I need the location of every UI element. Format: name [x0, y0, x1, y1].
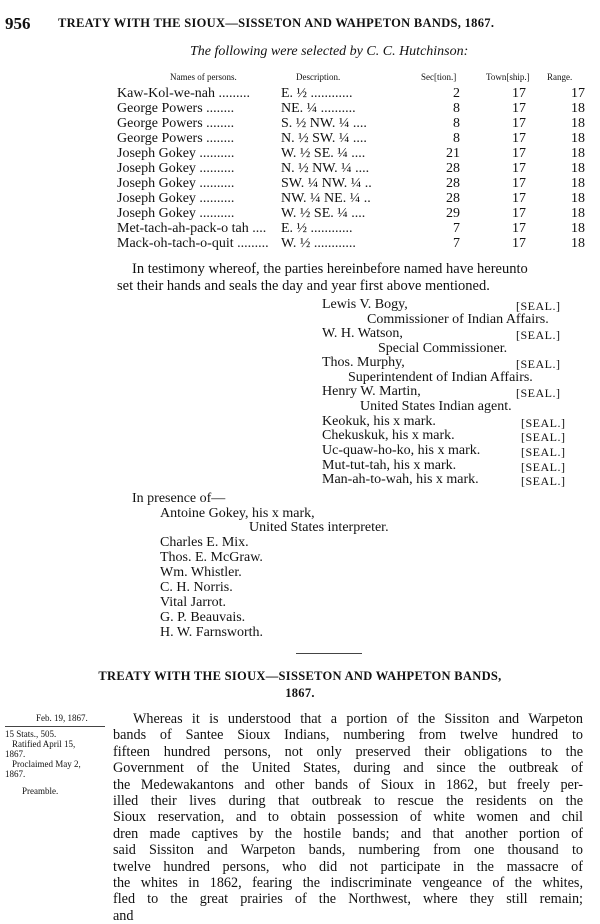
signatory-title: Superintendent of Indian Affairs.: [348, 370, 533, 385]
table-row: [0, 131, 600, 146]
land-description: SW. ¼ NW. ¼ ..: [281, 176, 372, 191]
witness-name: Vital Jarrot.: [160, 595, 227, 610]
table-row: [0, 161, 600, 176]
table-row: [0, 86, 600, 101]
table-row: [0, 206, 600, 221]
body-line: fifteen hundred persons, not only preserved their obligations to the: [113, 743, 583, 760]
township-number: 17: [512, 206, 526, 221]
witness-name: G. P. Beauvais.: [160, 610, 246, 625]
table-row: [0, 236, 600, 251]
range-number: 18: [571, 236, 585, 251]
seal-mark: [SEAL.]: [521, 474, 566, 488]
land-description: E. ½ ............: [281, 221, 353, 236]
margin-stats: 15 Stats., 505.: [5, 729, 57, 739]
person-name: Kaw-Kol-we-nah .........: [117, 86, 250, 101]
body-line: bands of Santee Sioux Indians, numbering from twelve hundred to: [113, 727, 583, 744]
range-number: 18: [571, 131, 585, 146]
column-header-names: Names of persons.: [170, 72, 237, 82]
page-number: 956: [5, 14, 31, 33]
margin-ratified-year: 1867.: [5, 749, 26, 759]
body-line: dren made captives by the hostile bands; and that another portion of: [113, 825, 583, 842]
signatory-title: Special Commissioner.: [378, 341, 508, 356]
signatory-name: Uc-quaw-ho-ko, his x mark.: [322, 443, 481, 458]
selection-intro: The following were selected by C. C. Hutchinson:: [190, 44, 469, 59]
margin-rule: [5, 726, 105, 727]
margin-proclaimed: Proclaimed May 2,: [12, 759, 81, 769]
person-name: Joseph Gokey ..........: [117, 176, 235, 191]
section-number: 8: [453, 116, 460, 131]
margin-ratified: [12, 739, 110, 749]
seal-mark: [SEAL.]: [521, 430, 566, 444]
section-title-line: TREATY WITH THE SIOUX—SISSETON AND WAHPETON BANDS,: [98, 669, 502, 683]
seal-mark: [SEAL.]: [521, 445, 566, 459]
section-title: [0, 668, 600, 702]
table-row: [0, 101, 600, 116]
seal-mark: [SEAL.]: [516, 328, 561, 342]
witness-name: Wm. Whistler.: [160, 565, 242, 580]
table-row: [0, 146, 600, 161]
signatory-name: Keokuk, his x mark.: [322, 414, 436, 429]
table-row: [0, 116, 600, 131]
seal-mark: [SEAL.]: [516, 357, 561, 371]
township-number: 17: [512, 221, 526, 236]
section-number: 8: [453, 131, 460, 146]
margin-proclaimed-year: 1867.: [5, 769, 26, 779]
signatory-name: Lewis V. Bogy,: [322, 297, 408, 312]
body-line: Government of the United States, during and since the outbreak of: [113, 760, 583, 777]
section-number: 28: [446, 161, 460, 176]
section-number: 8: [453, 101, 460, 116]
range-number: 18: [571, 116, 585, 131]
margin-preamble: Preamble.: [22, 786, 59, 796]
land-description: N. ½ NW. ¼ ....: [281, 161, 370, 176]
land-description: E. ½ ............: [281, 86, 353, 101]
person-name: George Powers ........: [117, 116, 235, 131]
person-name: Joseph Gokey ..........: [117, 161, 235, 176]
land-description: W. ½ ............: [281, 236, 356, 251]
township-number: 17: [512, 191, 526, 206]
signatory-name: Henry W. Martin,: [322, 384, 421, 399]
margin-ratified-text: Ratified April 15,: [12, 739, 76, 749]
land-description: W. ½ SE. ¼ ....: [281, 146, 366, 161]
body-line: Whereas it is understood that a portion of the Sissiton and Warpeton: [133, 711, 583, 727]
witness-name: Charles E. Mix.: [160, 535, 249, 550]
body-line: fled to the great prairies of the Northwest, where they still remain;: [113, 891, 583, 908]
land-description: NE. ¼ ..........: [281, 101, 356, 116]
township-number: 17: [512, 131, 526, 146]
person-name: George Powers ........: [117, 101, 235, 116]
section-divider: [296, 653, 362, 654]
range-number: 18: [571, 221, 585, 236]
signatory-title: United States Indian agent.: [360, 399, 512, 414]
section-number: 28: [446, 176, 460, 191]
body-line: twelve hundred persons, who did not participate in the massacre of: [113, 858, 583, 875]
section-title-year: 1867.: [285, 686, 315, 700]
section-number: 21: [446, 146, 460, 161]
land-description: W. ½ SE. ¼ ....: [281, 206, 366, 221]
body-line: the whites in 1862, fearing the indiscriminate vengeance of the whites,: [113, 875, 583, 892]
signatory-name: Man-ah-to-wah, his x mark.: [322, 472, 479, 487]
preamble-text: [113, 711, 583, 924]
signatory-name: Thos. Murphy,: [322, 355, 405, 370]
seal-mark: [SEAL.]: [516, 386, 561, 400]
body-line: Sioux reservation, and to obtain possession of white women and chil: [113, 809, 583, 826]
section-number: 7: [453, 221, 460, 236]
section-number: 7: [453, 236, 460, 251]
person-name: Mack-oh-tach-o-quit .........: [117, 236, 269, 251]
column-header-township: Town[ship.]: [486, 72, 530, 82]
signatory-name: W. H. Watson,: [322, 326, 403, 341]
land-description: N. ½ SW. ¼ ....: [281, 131, 367, 146]
table-row: [0, 176, 600, 191]
land-description: S. ½ NW. ¼ ....: [281, 116, 367, 131]
witness-label: In presence of—: [132, 491, 226, 506]
range-number: 18: [571, 176, 585, 191]
section-number: 28: [446, 191, 460, 206]
witness-name: H. W. Farnsworth.: [160, 625, 264, 640]
witness-name: C. H. Norris.: [160, 580, 233, 595]
township-number: 17: [512, 176, 526, 191]
township-number: 17: [512, 116, 526, 131]
margin-date: Feb. 19, 1867.: [36, 713, 88, 723]
range-number: 18: [571, 101, 585, 116]
township-number: 17: [512, 161, 526, 176]
person-name: George Powers ........: [117, 131, 235, 146]
body-line: said Sissiton and Warpeton bands, numbering from one thousand to: [113, 842, 583, 859]
seal-mark: [SEAL.]: [516, 299, 561, 313]
section-number: 2: [453, 86, 460, 101]
person-name: Joseph Gokey ..........: [117, 191, 235, 206]
signatory-name: Mut-tut-tah, his x mark.: [322, 458, 457, 473]
running-title: TREATY WITH THE SIOUX—SISSETON AND WAHPETON BANDS, 1867.: [58, 16, 495, 30]
signatory-name: Chekuskuk, his x mark.: [322, 428, 455, 443]
person-name: Joseph Gokey ..........: [117, 146, 235, 161]
column-header-description: Description.: [296, 72, 341, 82]
column-header-range: Range.: [547, 72, 573, 82]
seal-mark: [SEAL.]: [521, 460, 566, 474]
witness-name: Antoine Gokey, his x mark,: [160, 506, 315, 521]
township-number: 17: [512, 236, 526, 251]
testimony-line: set their hands and seals the day and year first above mentioned.: [117, 278, 490, 294]
person-name: Met-tach-ah-pack-o tah ....: [117, 221, 267, 236]
signatory-title: Commissioner of Indian Affairs.: [367, 312, 549, 327]
range-number: 18: [571, 161, 585, 176]
body-line: illed their lives during that outbreak to rescue the residents on the: [113, 793, 583, 810]
township-number: 17: [512, 86, 526, 101]
township-number: 17: [512, 101, 526, 116]
range-number: 17: [571, 86, 585, 101]
column-header-section: Sec[tion.]: [421, 72, 457, 82]
body-line: and: [113, 907, 134, 924]
range-number: 18: [571, 146, 585, 161]
township-number: 17: [512, 146, 526, 161]
witness-name: Thos. E. McGraw.: [160, 550, 263, 565]
witness-role: United States interpreter.: [249, 520, 389, 535]
range-number: 18: [571, 191, 585, 206]
table-row: [0, 221, 600, 236]
body-line: the Medewakantons and other bands of Sioux in 1862, but freely per-: [113, 776, 583, 793]
range-number: 18: [571, 206, 585, 221]
table-row: [0, 191, 600, 206]
section-number: 29: [446, 206, 460, 221]
seal-mark: [SEAL.]: [521, 416, 566, 430]
land-description: NW. ¼ NE. ¼ ..: [281, 191, 371, 206]
testimony-line: In testimony whereof, the parties hereinbefore named have hereunto: [132, 261, 528, 277]
person-name: Joseph Gokey ..........: [117, 206, 235, 221]
